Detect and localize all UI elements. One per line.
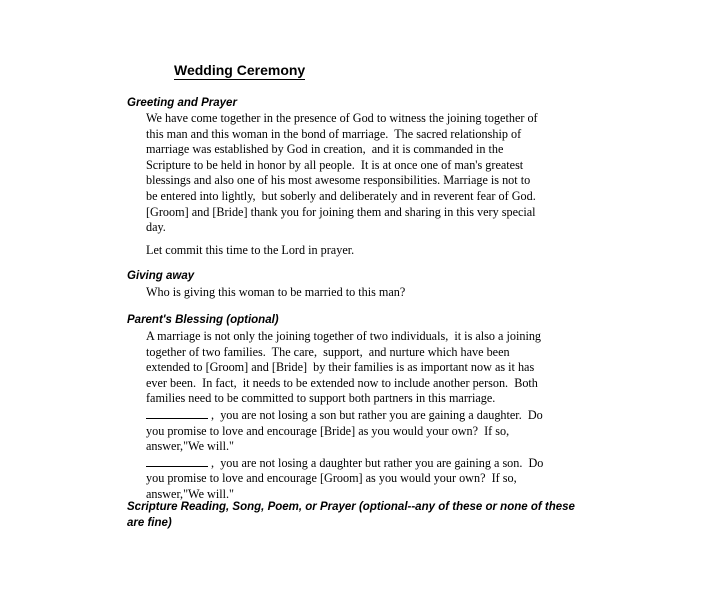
paragraph-line: Scripture to be held in honor by all people. It is at once one of man's greatest [146,157,524,172]
paragraph-line: answer,"We will." [146,486,235,501]
paragraph-line: We have come together in the presence of God to witness the joining together of [146,111,538,125]
paragraph-line: you promise to love and encourage [Groom] as you would your own? If so, [146,471,517,486]
paragraph-line: you promise to love and encourage [Bride] as you would your own? If so, [146,423,510,438]
parents-blessing-paragraph [146,329,543,503]
prayer-paragraph [146,243,354,259]
document-title: Wedding Ceremony [174,62,306,78]
daughter-blessing-line [146,455,543,472]
section-heading-greeting: Greeting and Prayer [127,97,237,109]
paragraph-line: [Groom] and [Bride] thank you for joining them and sharing in this very special [146,204,536,219]
paragraph-line: answer,"We will." [146,439,235,454]
section-heading-giving-away: Giving away [127,270,195,282]
paragraph-line: marriage was established by God in creation, and it is commanded in the [146,142,504,157]
paragraph-line: Who is giving this woman to be married to this man? [146,285,406,299]
paragraph-line: ever been. In fact, it needs to be extended now to include another person. Both [146,375,538,390]
section-heading-scripture [127,499,575,531]
section-heading-parents-blessing: Parent's Blessing (optional) [127,314,279,326]
heading-line: are fine) [127,517,172,529]
paragraph-line-text: , you are not losing a son but rather you are gaining a daughter. Do [208,407,543,422]
giving-away-paragraph [146,285,405,301]
paragraph-line-text: , you are not losing a daughter but rather you are gaining a son. Do [208,455,544,470]
paragraph-line: families need to be committed to support both partners in this marriage. [146,391,496,406]
paragraph-line: Let commit this time to the Lord in prayer. [146,243,355,257]
paragraph-line: blessings and also one of his most awesome responsibilities. Marriage is not to [146,173,531,188]
paragraph-line: be entered into lightly, but soberly and deliberately and in reverent fear of God. [146,188,536,203]
paragraph-line: day. [146,220,166,235]
paragraph-line: A marriage is not only the joining together of two individuals, it is also a joining [146,329,542,343]
greeting-paragraph [146,111,538,236]
paragraph-line: together of two families. The care, support, and nurture which have been [146,344,510,359]
paragraph-line: extended to [Groom] and [Bride] by their families is as important now as it has [146,360,535,375]
name-blank-line [146,407,208,419]
paragraph-line: this man and this woman in the bond of marriage. The sacred relationship of [146,126,522,141]
son-blessing-line [146,407,543,424]
name-blank-line [146,455,208,467]
heading-line: Scripture Reading, Song, Poem, or Prayer (optional--any of these or none of these [127,501,575,513]
